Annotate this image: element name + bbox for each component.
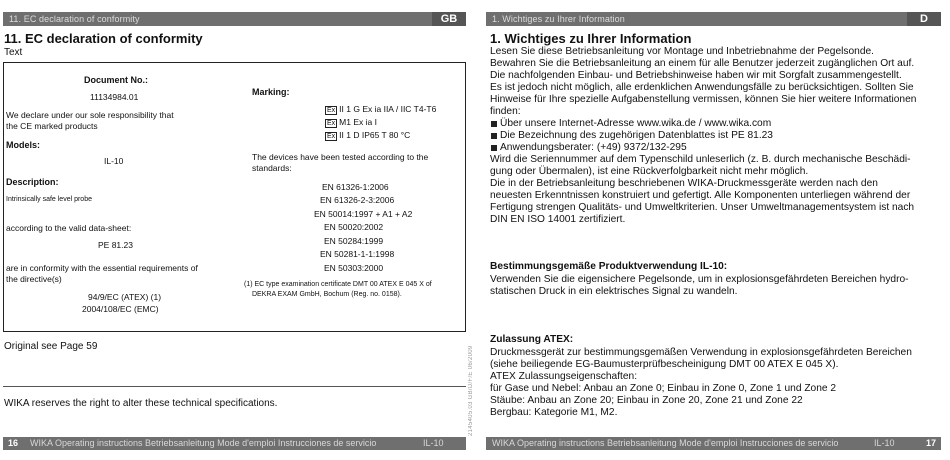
body-line: gung oder Übermalen), ist eine Rückverfolgbarkeit nicht mehr möglich. — [490, 166, 809, 177]
models-value: IL-10 — [104, 156, 124, 166]
atex-line: Stäube: Anbau an Zone 20; Einbau in Zone 20, Zone 21 und Zone 22 — [490, 395, 803, 406]
left-footer-model: IL-10 — [423, 438, 444, 448]
document-side-code: 2145405.03 GB/D/F/E 06/2009 — [468, 345, 474, 437]
right-page-number: 17 — [926, 438, 937, 448]
left-section-title: 11. EC declaration of conformity — [4, 31, 203, 46]
directive-2: 2004/108/EC (EMC) — [82, 304, 159, 314]
left-subtitle: Text — [4, 47, 23, 58]
original-note: Original see Page 59 — [4, 341, 98, 352]
body-line: Die in der Betriebsanleitung beschriebenen WIKA-Druckmessgeräte werden nach den — [490, 178, 878, 189]
doc-no-value: 11134984.01 — [90, 92, 139, 102]
lang-tab-d: D — [907, 12, 941, 26]
standard-7: EN 50303:2000 — [324, 263, 384, 273]
right-header-title: 1. Wichtiges zu Ihrer Information — [492, 14, 625, 24]
conformity-line-2: the directive(s) — [6, 274, 62, 284]
usage-line: statischen Druck in ein elektrisches Signal zu wandeln. — [490, 286, 738, 297]
intro-line: finden: — [490, 106, 521, 117]
ec-certificate-box — [3, 62, 466, 332]
right-page — [486, 0, 950, 460]
usage-block — [490, 274, 940, 298]
conformity-line-1: are in conformity with the essential requirements of — [6, 263, 198, 273]
right-header-bar — [486, 12, 941, 26]
atex-line: Druckmessgerät zur bestimmungsgemäßen Verwendung in explosionsgefährdeten Bereichen — [490, 347, 912, 358]
intro-line: Die nachfolgenden Einbau- und Betriebshinweise haben wir mit Sorgfalt zusammengestellt. — [490, 70, 902, 81]
atex-line: für Gase und Nebel: Anbau an Zone 0; Einbau in Zone 0, Zone 1 und Zone 2 — [490, 383, 837, 394]
reserve-note: WIKA reserves the right to alter these technical specifications. — [4, 398, 278, 409]
atex-block — [490, 347, 940, 419]
standard-5: EN 50284:1999 — [324, 236, 384, 246]
body-line: DIN EN ISO 14001 zertifiziert. — [490, 214, 626, 225]
tested-line-2: standards: — [252, 163, 292, 173]
bullet-item: Die Bezeichnung des zugehörigen Datenblattes ist PE 81.23 — [490, 130, 940, 142]
description-value: Intrinsically safe level probe — [6, 196, 92, 203]
left-footer-bar — [3, 437, 466, 450]
description-label: Description: — [6, 177, 59, 187]
tested-line-1: The devices have been tested according to the — [252, 152, 429, 162]
usage-line: Verwenden Sie die eigensichere Pegelsonde, um in explosionsgefährdeten Bereichen hydro- — [490, 274, 909, 285]
atex-title: Zulassung ATEX: — [490, 334, 574, 345]
intro-block — [490, 46, 940, 226]
standard-4: EN 50020:2002 — [324, 222, 384, 232]
standard-3: EN 50014:1997 + A1 + A2 — [314, 209, 413, 219]
lang-tab-gb: GB — [432, 12, 466, 26]
body-line: Wird die Seriennummer auf dem Typenschild unleserlich (z. B. durch mechanische Beschädi- — [490, 154, 911, 165]
ex-mark-icon: Ex — [327, 120, 336, 127]
right-section-title: 1. Wichtiges zu Ihrer Information — [490, 31, 692, 46]
marking-line-2: Ex M1 Ex ia I — [327, 117, 377, 127]
models-label: Models: — [6, 140, 41, 150]
intro-line: Es ist jedoch nicht möglich, alle erdenklichen Anwendungsfälle zu berücksichtigen. Sollten Sie — [490, 82, 914, 93]
left-page-number: 16 — [8, 438, 19, 448]
right-footer-model: IL-10 — [874, 438, 895, 448]
declaration-line-1: We declare under our sole responsibility that — [6, 110, 174, 120]
left-header-bar — [3, 12, 466, 26]
left-header-title: 11. EC declaration of conformity — [9, 14, 140, 24]
marking-line-3: Ex II 1 D IP65 T 80 °C — [327, 130, 411, 140]
divider-line — [3, 386, 466, 387]
standard-2: EN 61326-2-3:2006 — [320, 195, 395, 205]
intro-line: Bewahren Sie die Betriebsanleitung an einem für alle Benutzer jederzeit zugänglichen Ort auf. — [490, 58, 915, 69]
declaration-line-2: the CE marked products — [6, 121, 98, 131]
datasheet-value: PE 81.23 — [98, 240, 133, 250]
standard-1: EN 61326-1:2006 — [322, 182, 389, 192]
intro-line: Hinweise für Ihre spezielle Aufgabenstellung vermissen, können Sie hier weitere Informationen — [490, 94, 917, 105]
left-page — [0, 0, 466, 460]
ex-mark-icon: Ex — [327, 133, 336, 140]
footnote-line-2: DEKRA EXAM GmbH, Bochum (Reg. no. 0158). — [252, 291, 402, 298]
body-line: neuesten Erkenntnissen konstruiert und gefertigt. Alle Komponenten unterliegen während der — [490, 190, 911, 201]
atex-line: ATEX Zulassungseigenschaften: — [490, 371, 638, 382]
directive-1: 94/9/EC (ATEX) (1) — [88, 292, 162, 302]
atex-line: (siehe beiliegende EG-Baumusterprüfbescheinigung DMT 00 ATEX E 045 X). — [490, 359, 839, 370]
footnote-line-1: (1) EC type examination certificate DMT 00 ATEX E 045 X of — [244, 281, 432, 288]
ex-mark-icon: Ex — [327, 107, 336, 114]
standard-6: EN 50281-1-1:1998 — [320, 249, 395, 259]
datasheet-text: according to the valid data-sheet: — [6, 223, 132, 233]
bullet-item: Anwendungsberater: (+49) 9372/132-295 — [490, 142, 940, 154]
left-footer-text: WIKA Operating instructions Betriebsanleitung Mode d'emploi Instrucciones de servicio — [30, 438, 377, 448]
right-footer-text: WIKA Operating instructions Betriebsanleitung Mode d'emploi Instrucciones de servicio — [492, 438, 839, 448]
marking-label: Marking: — [252, 87, 290, 97]
marking-line-1: Ex II 1 G Ex ia IIA / IIC T4-T6 — [327, 104, 437, 114]
doc-no-label: Document No.: — [84, 75, 148, 85]
right-footer-bar — [486, 437, 941, 450]
usage-title: Bestimmungsgemäße Produktverwendung IL-10: — [490, 261, 728, 272]
bullet-item: Über unsere Internet-Adresse www.wika.de / www.wika.com — [490, 118, 940, 130]
atex-line: Bergbau: Kategorie M1, M2. — [490, 407, 618, 418]
intro-line: Lesen Sie diese Betriebsanleitung vor Montage und Inbetriebnahme der Pegelsonde. — [490, 46, 874, 57]
body-line: Fertigung strengen Qualitäts- und Umweltkriterien. Unser Umweltmanagementsystem ist nach — [490, 202, 915, 213]
